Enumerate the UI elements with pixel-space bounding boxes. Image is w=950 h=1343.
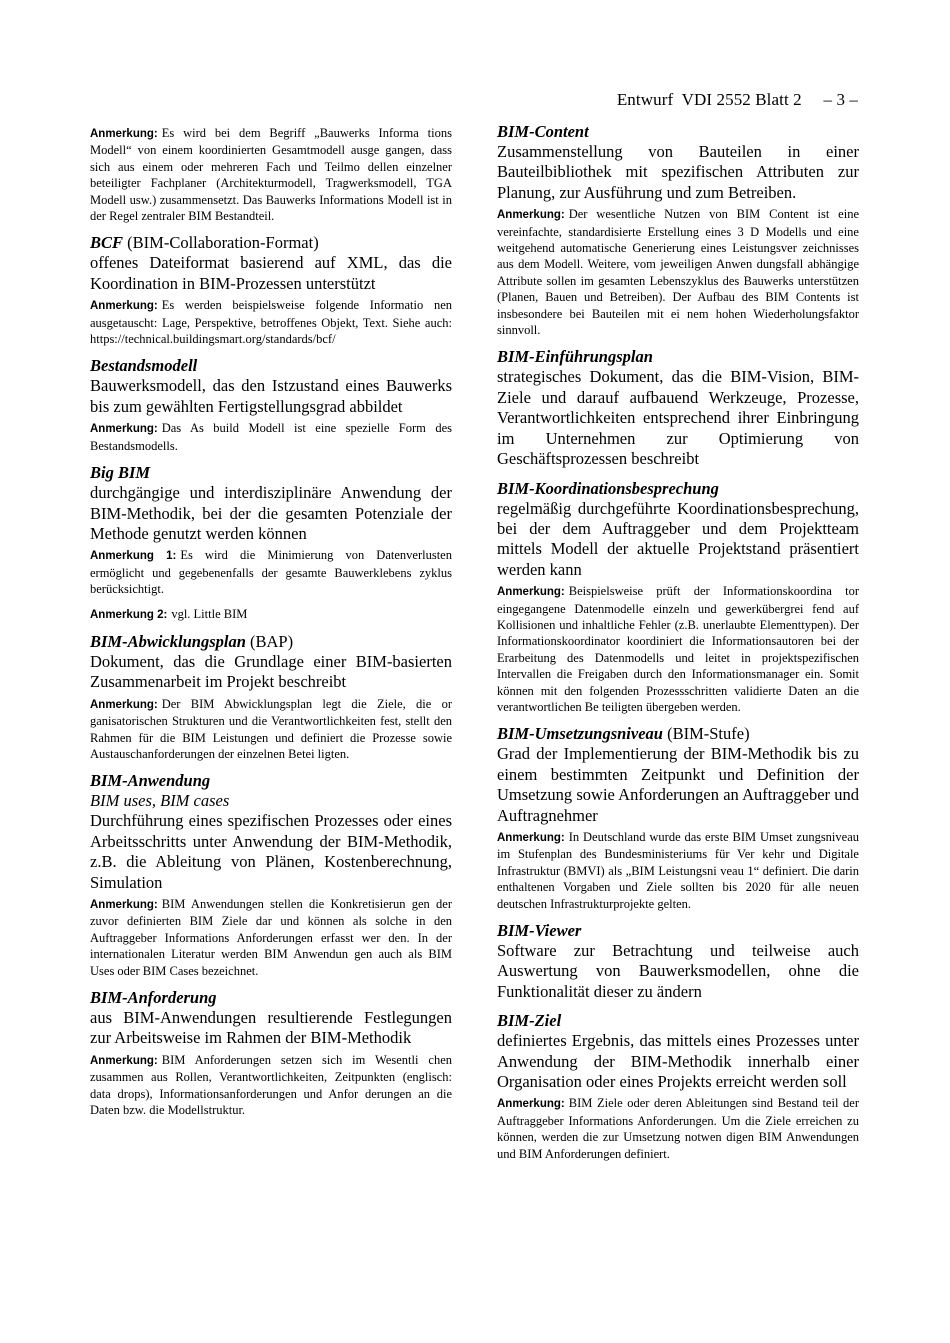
note-text: BIM Anforderungen setzen sich im Wesentli chen zusammen aus Rollen, Verantwortlichkeiten, Zeitpunkten (englisch: data drops), Informationsanforderungen und Anfor derungen an die Daten bzw. die Modellstruktur.	[90, 1052, 452, 1118]
term-definition: Dokument, das die Grundlage einer BIM-basierten Zusammenarbeit im Projekt beschreibt	[90, 651, 452, 692]
note-label: Anmerkung:	[90, 300, 158, 313]
note-label: Anmerkung:	[90, 698, 158, 711]
left-column	[90, 122, 452, 1127]
term-definition: Bauwerksmodell, das den Istzustand eines Bauwerks bis zum gewählten Fertigstellungsgrad abbildet	[90, 376, 452, 416]
note-text: Das As build Modell ist eine spezielle Form des Bestandsmodells.	[90, 421, 452, 453]
glossary-entry	[497, 122, 859, 338]
term-definition: Zusammenstellung von Bauteilen in einer Bauteilbibliothek mit spezifischen Attributen zur Planung, zur Ausführung und zum Betreiben.	[497, 142, 859, 202]
note	[497, 206, 859, 338]
term-name: BIM-Koordinationsbesprechung	[497, 478, 719, 498]
term-definition: durchgängige und interdisziplinäre Anwendung der BIM-Methodik, bei der die gesamten Potenziale der Methode genutzt werden können	[90, 483, 452, 543]
note-label: Anmerkung 1:	[90, 550, 177, 563]
glossary-entry	[90, 771, 452, 979]
note	[90, 297, 452, 347]
term-heading	[90, 356, 452, 376]
note-text: Es wird die Minimierung von Datenverlusten ermöglicht und gegebenenfalls der gesamte Bauwerklebens zyklus berücksichtigt.	[90, 548, 452, 597]
note	[90, 420, 452, 454]
glossary-entry	[497, 1011, 859, 1162]
glossary-entry	[497, 347, 859, 469]
note-text: BIM Ziele oder deren Ableitungen sind Bestand teil der Auftraggeber Informations Anforderungen. Um die Ziele erreichen zu können, werden die zur Umsetzung notwen digen BIM Anwendungen und BIM Anforderungen definiert.	[497, 1096, 859, 1161]
term-heading	[497, 724, 859, 744]
note-text: vgl. Little BIM	[171, 606, 248, 621]
note-text: Der wesentliche Nutzen von BIM Content ist eine vereinfachte, standardisierte Erstellung eines 3 D Modells und eine weitgehend automatische Generierung eines Leistungsver zeichnisses aus dem Modell. Weitere, vom jeweiligen Anwen dungsfall abhängige Attribute sollen im gesamten Lebenszyklus des Bauwerks unterstützen (Planen, Bauen und Betreiben). Der Aufbau des BIM Contents ist insbesondere bei Bauteilen mit ei nem hohen Wiederholungsfaktor sinnvoll.	[497, 207, 859, 338]
term-definition: offenes Dateiformat basierend auf XML, das die Koordination in BIM-Prozessen unterstützt	[90, 253, 452, 293]
term-definition: definiertes Ergebnis, das mittels eines Prozesses unter Anwendung der BIM-Methodik innerhalb einer Organisation oder eines Projekts erreicht werden soll	[497, 1031, 859, 1092]
note-text: Es wird bei dem Begriff „Bauwerks Informa tions Modell“ von einem koordinierten Gesamtmodell ausge gangen, dass sich aus einem oder mehreren Fach und Teilmo dellen einzelner beteiligter Fachplaner (Architekturmodell, Tragwerksmodell, TGA Modell usw.) zusammensetzt. Das Bauwerks Informations Modell ist in der Regel zentraler BIM Bestandteil.	[90, 126, 452, 224]
note	[90, 125, 452, 224]
term-heading	[90, 233, 452, 253]
glossary-entry	[90, 233, 452, 347]
note	[497, 583, 859, 715]
term-name: Bestandsmodell	[90, 356, 198, 376]
glossary-entry	[497, 921, 859, 1002]
term-abbreviation: (BIM-Stufe)	[662, 724, 750, 744]
glossary-entry	[497, 479, 859, 716]
term-heading	[497, 122, 859, 142]
page-header	[608, 70, 858, 110]
term-name: Big BIM	[90, 463, 151, 483]
note	[497, 1095, 859, 1162]
term-name: BCF	[90, 233, 124, 253]
document-title: Entwurf VDI 2552 Blatt 2	[616, 90, 802, 109]
note	[497, 829, 859, 912]
term-synonyms: BIM uses, BIM cases	[90, 791, 230, 811]
note-label: Anmerkung 2:	[90, 608, 168, 621]
glossary-entry	[90, 988, 452, 1118]
note-label: Anmerkung:	[90, 423, 158, 436]
term-abbreviation: (BIM-Collaboration-Format)	[123, 233, 319, 253]
term-name: BIM-Anforderung	[90, 988, 217, 1008]
note-label: Anmerkung:	[497, 832, 565, 844]
term-definition: Grad der Implementierung der BIM-Methodik bis zu einem bestimmten Zeitpunkt und Definition der Umsetzung sowie Anforderungen an Auftraggeber und Auftragnehmer	[497, 744, 859, 825]
right-column	[497, 122, 859, 1171]
note-text: Es werden beispielsweise folgende Informatio nen ausgetauscht: Lage, Perspektive, betroffenes Objekt, Text. Siehe auch: https://technical.buildingsmart.org/standards/bcf/	[90, 298, 452, 347]
note-label: Anmerkung:	[497, 209, 565, 222]
note	[90, 547, 452, 597]
page-number: – 3 –	[823, 90, 858, 109]
note	[90, 1052, 452, 1119]
glossary-entry	[90, 356, 452, 454]
note-label: Anmerkung:	[497, 1098, 565, 1111]
term-name: BIM-Ziel	[497, 1011, 562, 1031]
term-heading	[90, 632, 452, 652]
term-heading	[90, 463, 452, 483]
term-heading	[90, 771, 452, 791]
note	[90, 896, 452, 979]
note	[90, 606, 452, 623]
glossary-entry	[90, 125, 452, 224]
term-definition: regelmäßig durchgeführte Koordinationsbesprechung, bei der dem Auftraggeber und dem Projektteam mittels Modell der aktuelle Projektstand präsentiert werden kann	[497, 498, 859, 579]
term-heading	[90, 988, 452, 1008]
term-definition: Durchführung eines spezifischen Prozesses oder eines Arbeitsschritts unter Anwendung der BIM-Methodik, z.B. die Ableitung von Plänen, Kostenberechnung, Simulation	[90, 811, 452, 892]
term-heading	[497, 479, 859, 499]
note-text: BIM Anwendungen stellen die Konkretisierun gen der zuvor definierten BIM Ziele dar und können als solche in den Auftraggeber Informations Anforderungen erfasst wer den. In der internationalen Literatur werden BIM Anwendun gen auch als BIM Uses oder BIM Cases bezeichnet.	[90, 897, 452, 978]
term-name: BIM-Abwicklungsplan	[90, 631, 246, 651]
note-label: Anmerkung:	[90, 899, 158, 911]
glossary-entry	[497, 724, 859, 912]
term-heading	[497, 921, 859, 941]
note-text: In Deutschland wurde das erste BIM Umset zungsniveau im Stufenplan des Bundesministeriums für Ver kehr und Digitale Infrastruktur (BMVI) als „BIM Leistungsni veau 1“ definiert. Die darin enthaltenen Vorgaben und Ziele sollten bis 2020 für alle neuen deutschen Infrastrukturprojekte gelten.	[497, 830, 859, 911]
term-name: BIM-Content	[497, 122, 589, 141]
term-name: BIM-Einführungsplan	[497, 347, 653, 367]
note	[90, 696, 452, 763]
term-name: BIM-Anwendung	[90, 771, 211, 791]
term-abbreviation: (BAP)	[245, 631, 294, 651]
term-name: BIM-Viewer	[497, 921, 582, 941]
note-label: Anmerkung:	[90, 128, 158, 140]
term-definition: strategisches Dokument, das die BIM-Vision, BIM-Ziele und darauf aufbauend Werkzeuge, Prozesse, Verantwortlichkeiten entsprechend ihrer Einbringung im Unternehmen zur Optimierung von Geschäftsprozessen beschreibt	[497, 367, 859, 469]
note-text: Beispielsweise prüft der Informationskoordina tor eingegangene Datenmodelle einzeln und gewerkübergrei fend auf Kollisionen und inhaltliche Fehler (z.B. unerlaubte Elementtypen). Der Informationskoordinator koordiniert die Informationsautoren bei der Erarbeitung des Datenmodells und leitet in projektspezifischen Intervallen die Freigaben durch den Informationsmanager ein. Somit können mit den folgenden Prozessschritten validierte Daten an die verantwortlichen Be teiligten übergeben werden.	[497, 584, 859, 714]
term-heading	[497, 1011, 859, 1031]
note-text: Der BIM Abwicklungsplan legt die Ziele, die or ganisatorischen Strukturen und die Verantwortlichkeiten fest, stellt den Rahmen für die BIM Leistungen und definiert die Prozesse sowie Austauschanforderungen der einzelnen Betei ligten.	[90, 696, 452, 761]
term-heading	[497, 347, 859, 367]
glossary-entry	[90, 632, 452, 762]
term-name: BIM-Umsetzungsniveau	[497, 724, 663, 744]
glossary-entry	[90, 463, 452, 623]
term-definition: Software zur Betrachtung und teilweise auch Auswertung von Bauwerksmodellen, ohne die Funktionalität dieser zu ändern	[497, 941, 859, 1001]
note-label: Anmerkung:	[90, 1054, 158, 1067]
note-label: Anmerkung:	[497, 586, 565, 599]
term-definition: aus BIM-Anwendungen resultierende Festlegungen zur Arbeitsweise im Rahmen der BIM-Methodik	[90, 1008, 452, 1048]
